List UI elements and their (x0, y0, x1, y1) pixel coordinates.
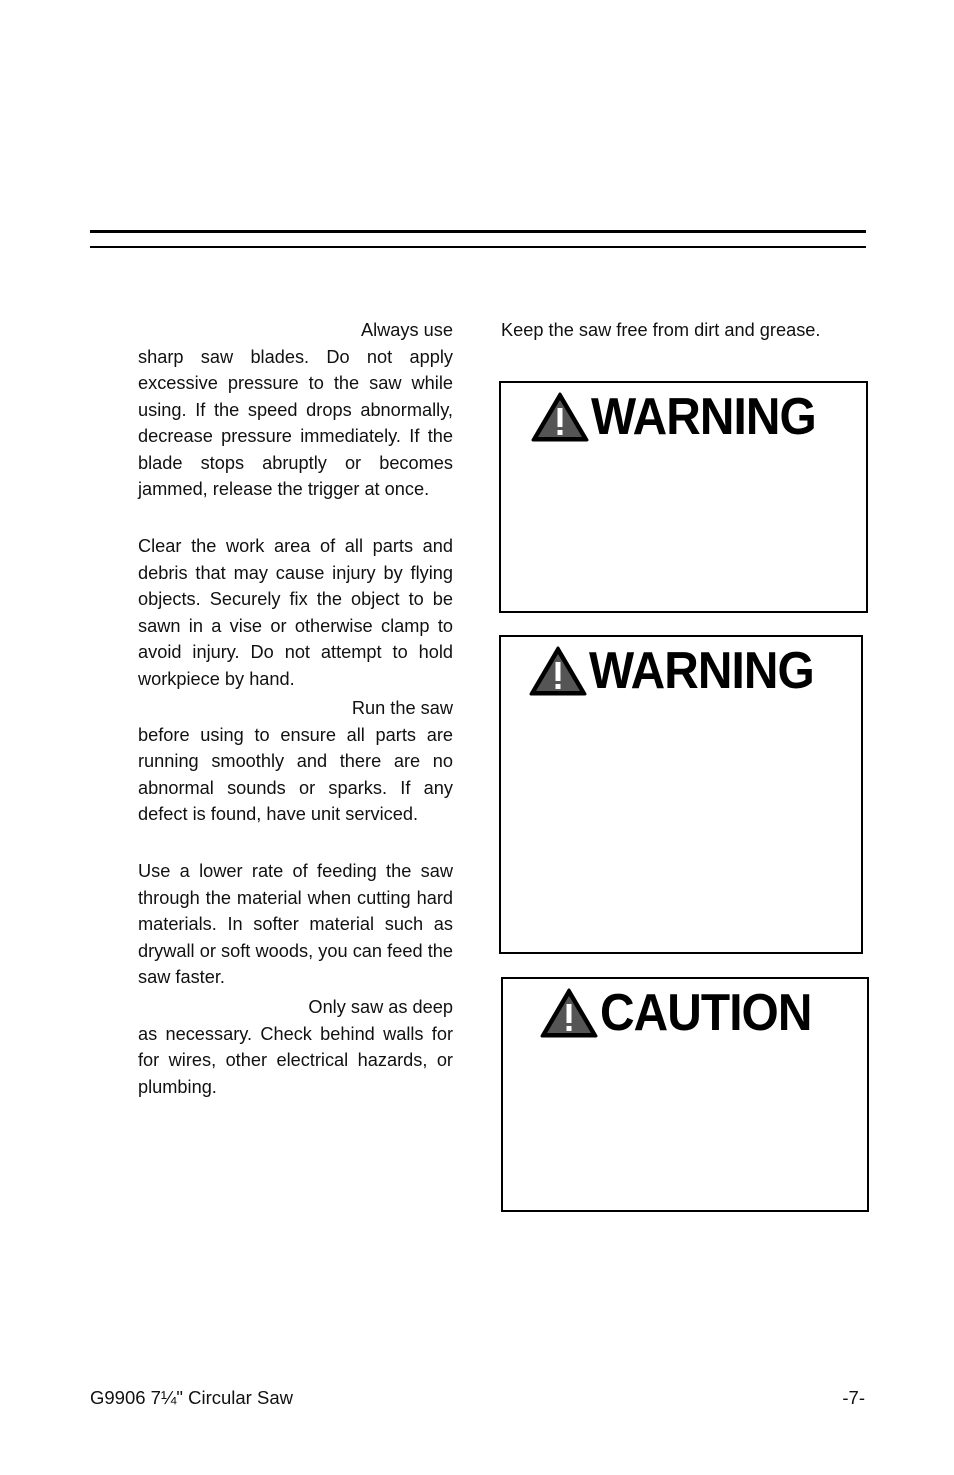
left-column (138, 317, 453, 503)
depth-paragraph: as necessary. Check behind walls for for wires, other electrical hazards, or plumbing. (138, 1023, 453, 1097)
caution-sign-header (503, 983, 867, 1043)
left-column-block-3 (138, 695, 453, 828)
left-column-block-5 (138, 994, 453, 1100)
warning-sign-1 (499, 381, 868, 613)
footer-page-number: -7- (842, 1387, 865, 1408)
feed-rate-paragraph: Use a lower rate of feeding the saw through the material when cutting hard materials. In softer material such as drywall or soft woods, you can feed the saw faster. (138, 861, 453, 987)
header-rule-thin (90, 246, 866, 248)
left-column-block-4 (138, 858, 453, 991)
work-area-paragraph: Clear the work area of all parts and debris that may cause injury by flying objects. Securely fix the object to be sawn in a vise or otherwise clamp to avoid injury. Do not attempt to hold workpiece by hand. (138, 536, 453, 689)
warning-sign-1-header (501, 387, 866, 447)
run-saw-lead: Run the saw (351, 698, 453, 718)
warning-sign-1-word: WARNING (591, 388, 817, 446)
alert-triangle-icon (529, 646, 587, 696)
warning-sign-2 (499, 635, 863, 954)
alert-triangle-icon (531, 392, 589, 442)
footer-model: G9906 7¼" Circular Saw (90, 1387, 293, 1408)
header-rule-thick (90, 230, 866, 233)
alert-triangle-icon (540, 988, 598, 1038)
warning-sign-2-word: WARNING (588, 642, 814, 700)
blades-lead: Always use (361, 320, 453, 340)
left-column-block-2 (138, 533, 453, 692)
run-saw-paragraph: before using to ensure all parts are running smoothly and there are no abnormal sounds or sparks. If any defect is found, have unit serviced. (138, 724, 453, 824)
right-column-intro: Keep the saw free from dirt and grease. (501, 320, 821, 340)
caution-sign-word: CAUTION (600, 984, 812, 1042)
depth-lead: Only saw as deep (308, 997, 453, 1017)
warning-sign-2-header (501, 641, 861, 701)
blades-paragraph: sharp saw blades. Do not apply excessive pressure to the saw while using. If the speed drops abnormally, decrease pressure immediately. If the blade stops abruptly or becomes jammed, release the trigger at once. (138, 346, 453, 499)
caution-sign (501, 977, 869, 1212)
